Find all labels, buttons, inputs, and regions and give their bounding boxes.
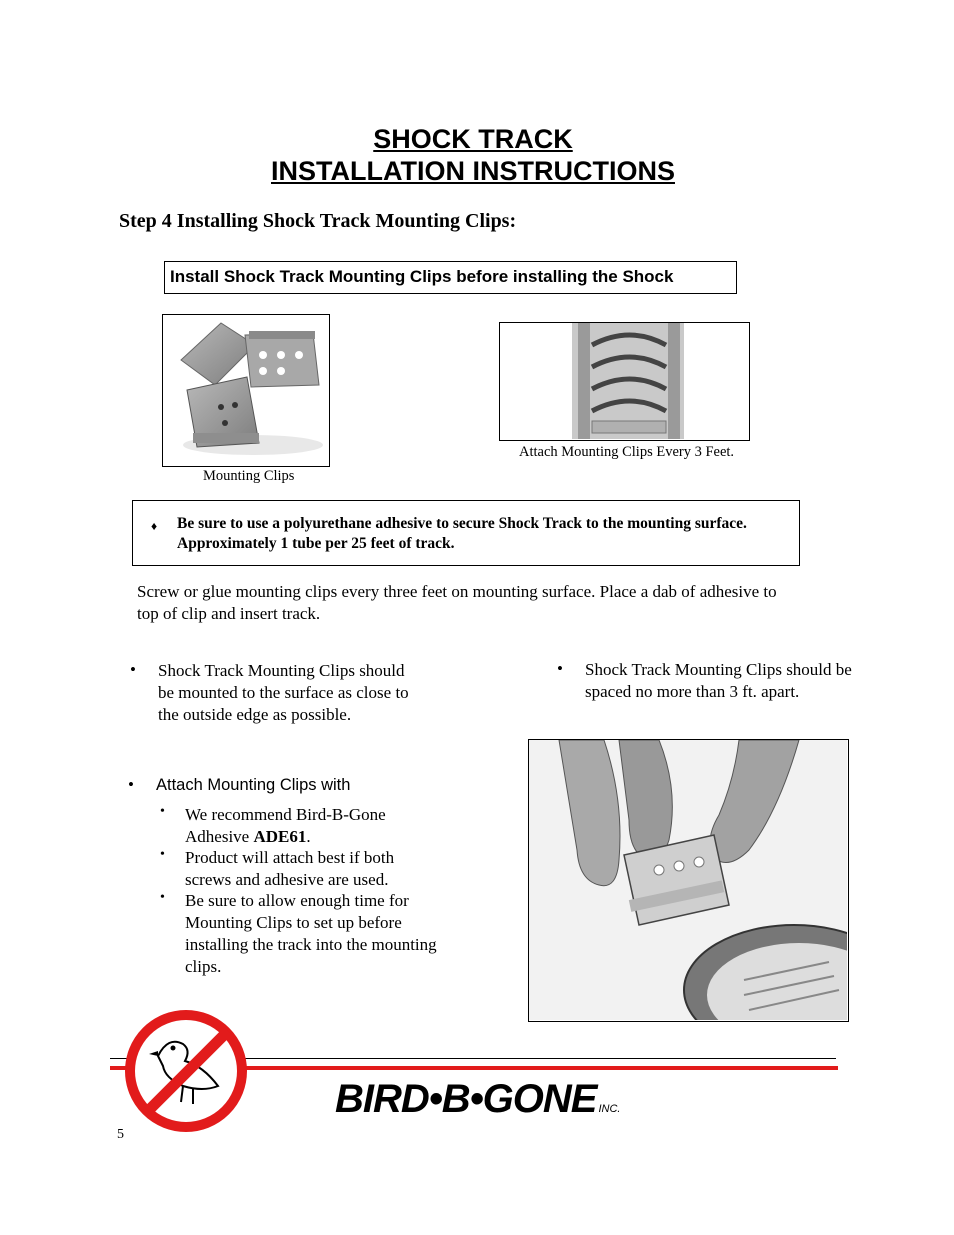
sub-bullet-1-text: We recommend Bird-B-Gone Adhesive (185, 805, 386, 846)
mounting-clips-photo (162, 314, 330, 467)
warning-box (132, 500, 800, 566)
warning-text: Be sure to use a polyurethane adhesive to secure Shock Track to the mounting surface. Approximately 1 tube per 25 feet of track. (177, 515, 747, 552)
mounting-clips-caption: Mounting Clips (203, 468, 295, 484)
right-bullet-1: Shock Track Mounting Clips should be spaced no more than 3 ft. apart. (585, 660, 852, 701)
shock-track-caption: Attach Mounting Clips Every 3 Feet. (519, 444, 735, 460)
brand-logo (335, 1077, 620, 1122)
page-title-line-1: SHOCK TRACK (373, 124, 573, 154)
instructions-paragraph: Screw or glue mounting clips every three feet on mounting surface. Place a dab of adhesive to top of clip and insert track. (137, 582, 777, 623)
brand-name: BIRD•B•GONE (335, 1077, 597, 1121)
sub-bullet-3: Be sure to allow enough time for Mounting Clips to set up before installing the track into the mounting clips. (185, 891, 437, 976)
step-heading: Step 4 Installing Shock Track Mounting Clips: (119, 210, 517, 232)
bullet-icon: • (557, 659, 563, 678)
sub-bullet-icon: • (160, 804, 165, 819)
page-number: 5 (117, 1127, 124, 1142)
sub-bullet-1-end: . (306, 827, 311, 846)
installation-photo (528, 739, 849, 1022)
product-code: ADE61 (253, 827, 307, 846)
notice-box (164, 261, 737, 294)
page-title-line-2: INSTALLATION INSTRUCTIONS (271, 156, 675, 186)
sub-bullet-icon: • (160, 890, 165, 905)
left-bullet-2: Attach Mounting Clips with (156, 776, 351, 794)
bullet-icon: • (130, 660, 136, 679)
diamond-bullet-icon: ♦ (151, 519, 158, 533)
shock-track-image (500, 323, 748, 439)
no-bird-logo (123, 1006, 253, 1141)
brand-suffix: INC. (598, 1103, 621, 1115)
sub-bullet-1 (185, 804, 430, 848)
no-bird-icon (123, 1006, 253, 1136)
sub-bullet-2: Product will attach best if both screws and adhesive are used. (185, 848, 395, 889)
left-bullet-1: Shock Track Mounting Clips should be mounted to the surface as close to the outside edge as possible. (158, 661, 409, 724)
bullet-icon: • (128, 775, 134, 794)
sub-bullet-icon: • (160, 847, 165, 862)
notice-text: Install Shock Track Mounting Clips before installing the Shock (170, 267, 674, 286)
shock-track-photo (499, 322, 750, 441)
mounting-clips-image (163, 315, 328, 465)
hands-attaching-clip-image (529, 740, 847, 1020)
